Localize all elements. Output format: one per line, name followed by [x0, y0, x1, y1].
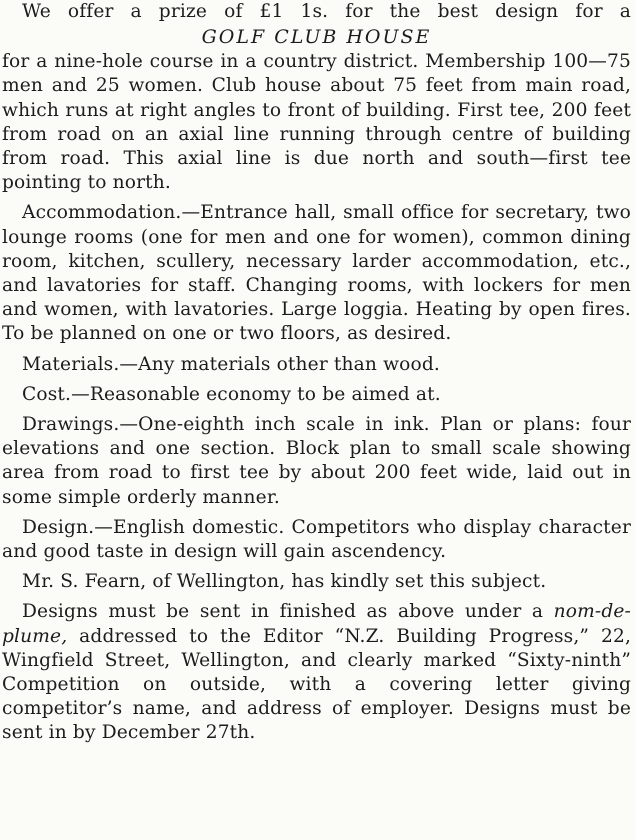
nom-de-plume-text: nom-de-plume, [2, 601, 631, 647]
accommodation-paragraph: Accommodation.—Entrance hall, small office for secretary, two lounge rooms (one for men and one for women), common dining room, kitchen, scullery, necessary larder accommodation, etc., and lavatories for staff. Changing rooms, with lockers for men and women, with lavatories. Large loggia. Heating by open fires. To be planned on one or two floors, as desired. [2, 202, 631, 345]
submission-start: Designs must be sent in finished as above under a [22, 601, 544, 623]
site-paragraph: for a nine-hole course in a country district. Membership 100—75 men and 25 women. Club house about 75 feet from main road, which runs at right angles to front of building. First tee, 200 feet from road on an axial line running through centre of building from road. This axial line is due north and south—first tee pointing to north. [2, 51, 631, 194]
drawings-paragraph: Drawings.—One-eighth inch scale in ink. Plan or plans: four elevations and one section. Block plan to small scale showing area from road to first tee by about 200 feet wide, laid out in some simple orderly manner. [2, 414, 631, 508]
cost-paragraph: Cost.—Reasonable economy to be aimed at. [22, 383, 441, 405]
competition-title: GOLF CLUB HOUSE [201, 26, 432, 49]
setter-paragraph: Mr. S. Fearn, of Wellington, has kindly set this subject. [22, 571, 547, 593]
materials-paragraph: Materials.—Any materials other than wood. [22, 353, 440, 375]
submission-paragraph [2, 600, 631, 745]
submission-rest: addressed to the Editor “N.Z. Building Progress,” 22, Wingfield Street, Wellington, and clearly marked “Sixty-ninth” Competition on outside, with a covering letter giving competitor’s name, and address of employer. Designs must be sent in by December 27th. [2, 625, 631, 744]
intro-line: We offer a prize of £1 1s. for the best design for a [22, 1, 631, 22]
design-paragraph: Design.—English domestic. Competitors who display character and good taste in design will gain ascendency. [2, 516, 631, 563]
